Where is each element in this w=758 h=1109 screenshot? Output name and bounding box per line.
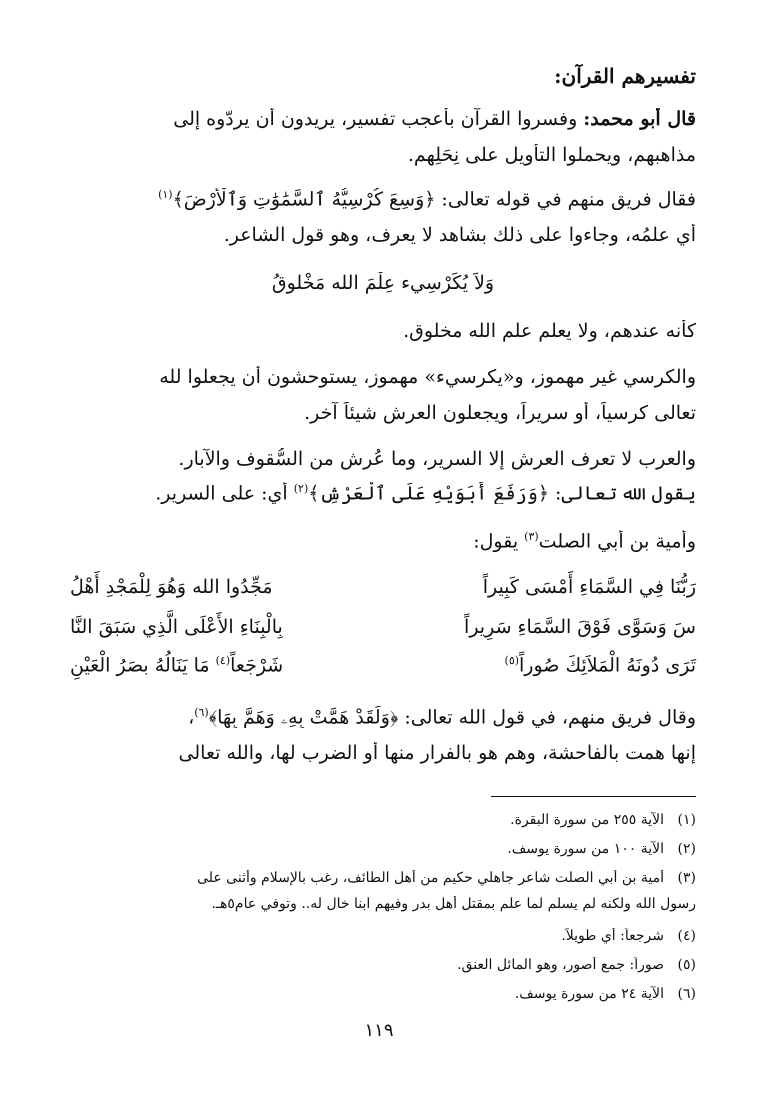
paragraph-1-line-1 bbox=[70, 108, 696, 130]
poem-row-1 bbox=[70, 576, 696, 608]
footnote-5-text: صوراً: جمع أصور، وهو المائل العنق. bbox=[457, 957, 664, 973]
footnote-3-continued: رسول الله ولكنه لم يسلم لما علم بمقتل أهل بدر وفيهم ابنا خال له.. وتوفي عام٥هـ. bbox=[211, 896, 696, 912]
section-heading: تفسيرهم القرآن: bbox=[554, 64, 696, 88]
footnote-ref-5: (٥) bbox=[504, 654, 520, 667]
footnote-2 bbox=[70, 841, 696, 857]
poem-row-1-first: رَبُّنَا فِي السَّمَاءِ أَمْسَى كَبِيراً bbox=[482, 576, 696, 598]
footnote-6 bbox=[70, 986, 696, 1002]
poem-row-3 bbox=[70, 654, 696, 686]
footnote-3 bbox=[70, 870, 696, 886]
paragraph-2-line-1 bbox=[70, 188, 696, 210]
footnote-1-num: (١) bbox=[677, 812, 696, 828]
footnote-6-text: الآية ٢٤ من سورة يوسف. bbox=[514, 986, 664, 1002]
footnote-divider bbox=[491, 796, 696, 797]
paragraph-1-line-2: مذاهبهم، ويحملوا التأويل على نِحَلِهم. bbox=[407, 144, 696, 166]
footnote-3-text: أمية بن أبي الصلت شاعر جاهلي حكيم من أهل الطائف، رغب بالإسلام وأثنى على bbox=[197, 870, 664, 886]
paragraph-6-text-a: وأمية بن أبي الصلت bbox=[538, 530, 696, 553]
footnote-6-num: (٦) bbox=[677, 986, 696, 1002]
paragraph-5-text-a: يقول الله تعالى: ﴿وَرَفَعَ أَبَوَيْهِ عَلَى ٱلْعَرْشِ﴾ bbox=[308, 482, 696, 505]
poem-row-2-first: سَ وَسَوَّى فَوْقَ السَّمَاءِ سَرِيراً bbox=[464, 616, 696, 638]
paragraph-4-line-1: والكرسي غير مهموز، و«يكرسيء» مهموز، يستوحشون أن يجعلوا لله bbox=[159, 366, 696, 388]
poem-row-3-first-text: تَرَى دُونَهُ الْمَلاَئِكَ صُوراً bbox=[519, 654, 696, 677]
footnote-ref-1: (١) bbox=[158, 188, 173, 201]
footnote-ref-2: (٢) bbox=[293, 482, 309, 495]
paragraph-2-line-2: أي علمُه، وجاءوا على ذلك بشاهد لا يعرف، وهو قول الشاعر. bbox=[223, 224, 696, 246]
poem-row-3-first bbox=[426, 654, 696, 676]
paragraph-7-line-1 bbox=[70, 706, 696, 728]
footnote-2-text: الآية ١٠٠ من سورة يوسف. bbox=[507, 841, 664, 857]
poem-row-3-second bbox=[70, 654, 390, 676]
page-number: ١١٩ bbox=[364, 1020, 394, 1041]
footnote-ref-4: (٤) bbox=[215, 654, 231, 667]
speaker-name: قال أبو محمد: bbox=[583, 108, 696, 130]
footnote-3-num: (٣) bbox=[677, 870, 696, 886]
paragraph-5-line-2 bbox=[70, 482, 696, 504]
paragraph-5-text-b: أي: على السرير. bbox=[155, 482, 288, 505]
paragraph-7-comma: ، bbox=[188, 706, 195, 729]
paragraph-5-line-1: والعرب لا تعرف العرش إلا السرير، وما عُرِش من السُّقوف والآبار. bbox=[178, 448, 696, 470]
footnote-5 bbox=[70, 957, 696, 973]
paragraph-2-text: فقال فريق منهم في قوله تعالى: ﴿وَسِعَ كُرْسِيُّهُ ٱلسَّمَٰوَٰتِ وَٱلْأَرْضَ﴾ bbox=[172, 188, 696, 211]
paragraph-1-text: وفسروا القرآن بأعجب تفسير، يريدون أن يردّوه إلى bbox=[173, 108, 578, 130]
paragraph-3: كأنه عندهم، ولا يعلم علم الله مخلوق. bbox=[403, 320, 696, 342]
poem-row-3-second-text: مَا يَنَالُهُ بصَرُ الْعَيْنِ bbox=[70, 654, 210, 677]
footnote-1-text: الآية ٢٥٥ من سورة البقرة. bbox=[510, 812, 664, 828]
poem-row-1-second: مَجِّدُوا الله وَهُوَ لِلْمَجْدِ أَهْلُ bbox=[70, 576, 273, 598]
paragraph-7-text-a: وقال فريق منهم، في قول الله تعالى: ﴿وَلَقَدْ هَمَّتْ بِهِۦ وَهَمَّ بِهَا﴾ bbox=[208, 706, 696, 729]
poem-row-2-second: بِالْبِنَاءِ الأَعْلَى الَّذِي سَبَقَ النَّا bbox=[70, 616, 283, 638]
paragraph-7-line-2: إنها همت بالفاحشة، وهم هو بالفرار منها أو الضرب لها، والله تعالى bbox=[178, 742, 696, 764]
footnote-4-text: شرجعاً: أي طويلاً. bbox=[561, 928, 664, 944]
poem-row-2 bbox=[70, 616, 696, 648]
footnote-4-num: (٤) bbox=[677, 928, 696, 944]
footnote-5-num: (٥) bbox=[677, 957, 696, 973]
poem-row-3-word: شَرْجَعاً bbox=[230, 654, 284, 677]
paragraph-6-text-b: يقول: bbox=[473, 530, 519, 553]
footnote-2-num: (٢) bbox=[677, 841, 696, 857]
paragraph-4-line-2: تعالى كرسياً، أو سريراً، ويجعلون العرش شيئاً آخر. bbox=[304, 402, 696, 424]
footnote-4 bbox=[70, 928, 696, 944]
verse-line: وَلاَ يُكَرْسِيء عِلْمَ الله مَخْلوقُ bbox=[271, 272, 495, 294]
footnote-ref-3: (٣) bbox=[524, 530, 539, 543]
footnote-1 bbox=[70, 812, 696, 828]
paragraph-6 bbox=[70, 530, 696, 552]
footnote-ref-6: (٦) bbox=[194, 706, 209, 719]
